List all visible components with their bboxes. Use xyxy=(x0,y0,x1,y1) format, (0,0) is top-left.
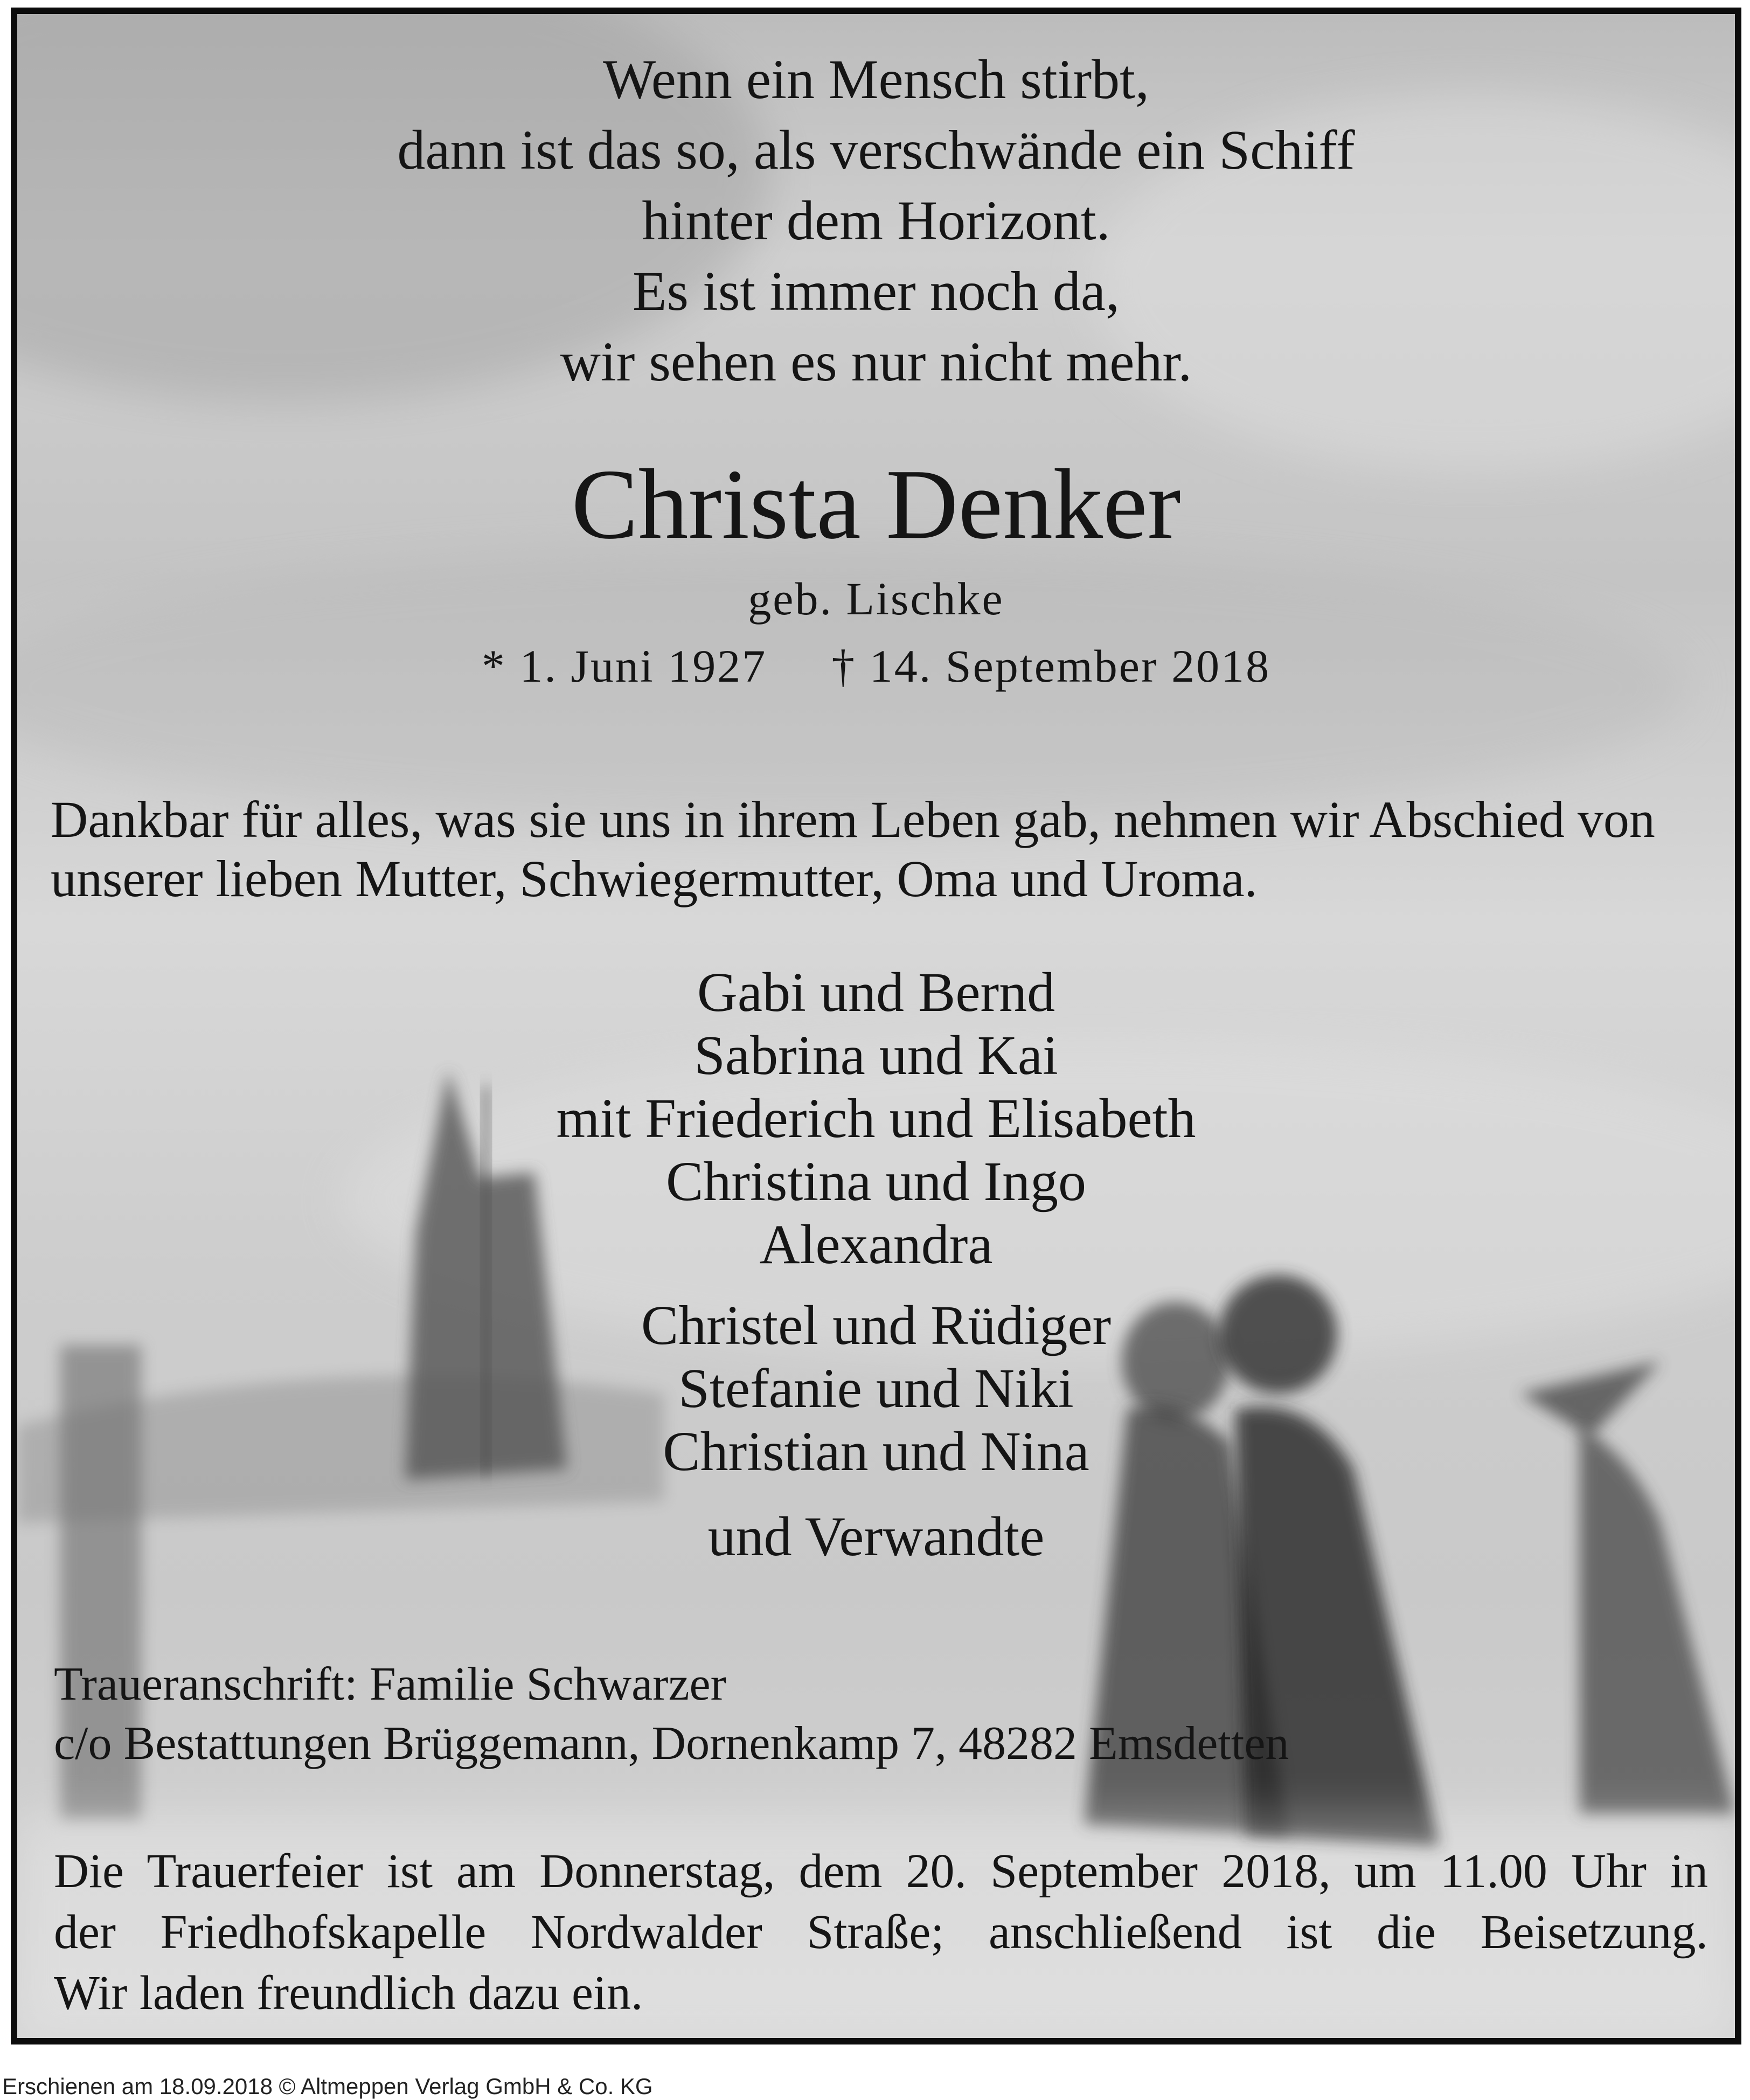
obituary-notice xyxy=(11,8,1741,2044)
poem xyxy=(17,44,1735,397)
mourners-group-1 xyxy=(17,961,1735,1276)
mourner-name: Christian und Nina xyxy=(663,1420,1089,1482)
mourner-name: Christina und Ingo xyxy=(666,1151,1086,1212)
service-line: der Friedhofskapelle Nordwalder Straße; anschließend ist die Beisetzung. xyxy=(54,1905,1708,1959)
service-line: Wir laden freundlich dazu ein. xyxy=(54,1966,643,2020)
mourner-name: Christel und Rüdiger xyxy=(641,1294,1112,1356)
mourner-name: Alexandra xyxy=(759,1214,993,1276)
address-line: c/o Bestattungen Brüggemann, Dornenkamp 7, 48282 Emsdetten xyxy=(54,1717,1289,1770)
service-line: Die Trauerfeier ist am Donnerstag, dem 20. September 2018, um 11.00 Uhr in xyxy=(54,1845,1708,1898)
deceased-name: Christa Denker xyxy=(571,449,1181,560)
publisher-credit: Erschienen am 18.09.2018 © Altmeppen Verlag GmbH & Co. KG xyxy=(2,2074,653,2099)
life-dates xyxy=(17,639,1735,693)
poem-line: Es ist immer noch da, xyxy=(632,260,1120,322)
mourner-name: mit Friederich und Elisabeth xyxy=(556,1087,1196,1149)
mourners-group-2 xyxy=(17,1294,1735,1483)
birth-date: * 1. Juni 1927 xyxy=(481,640,767,692)
mourner-name: Stefanie und Niki xyxy=(678,1357,1074,1419)
funeral-service-info xyxy=(54,1841,1708,2023)
poem-line: wir sehen es nur nicht mehr. xyxy=(560,331,1192,393)
mourner-name: Gabi und Bernd xyxy=(697,961,1055,1023)
farewell-line: Dankbar für alles, was sie uns in ihrem Leben gab, nehmen wir Abschied von xyxy=(51,791,1655,848)
mourning-address xyxy=(54,1655,1703,1773)
address-line: Traueranschrift: Familie Schwarzer xyxy=(54,1658,726,1710)
farewell-text xyxy=(51,790,1699,909)
poem-line: hinter dem Horizont. xyxy=(642,190,1110,252)
farewell-line: unserer lieben Mutter, Schwiegermutter, Oma und Uroma. xyxy=(51,850,1258,907)
maiden-name: geb. Lischke xyxy=(748,573,1004,625)
poem-line: Wenn ein Mensch stirbt, xyxy=(602,48,1150,110)
death-date: † 14. September 2018 xyxy=(831,640,1271,692)
poem-line: dann ist das so, als verschwände ein Schiff xyxy=(397,119,1355,181)
relatives-line: und Verwandte xyxy=(707,1506,1045,1568)
mourner-name: Sabrina und Kai xyxy=(694,1024,1058,1086)
